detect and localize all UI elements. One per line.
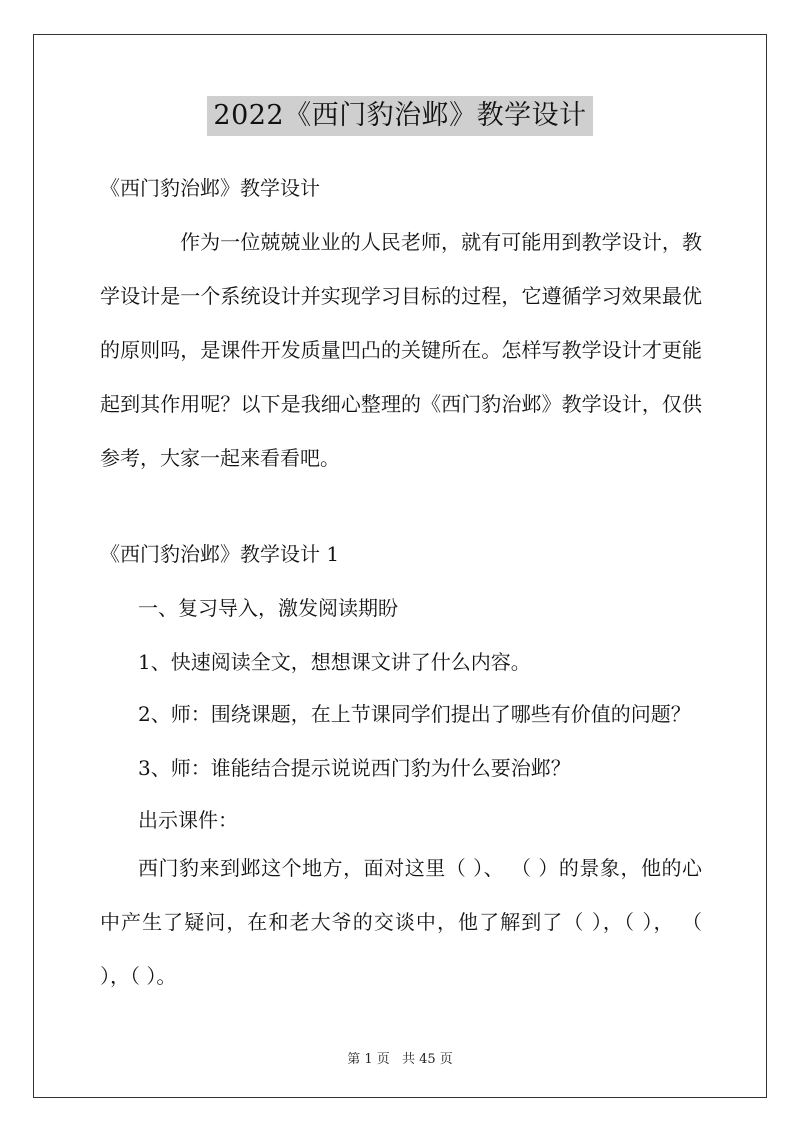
list-item: 出示课件： (138, 808, 238, 832)
fill-blank-paragraph: 西门豹来到邺这个地方，面对这里（ ）、 （ ）的景象，他的心中产生了疑问，在和老大爷的交谈中，他了解到了（ ），（ ）， （ ），（ ）。 (100, 856, 702, 988)
page-total: 共 45 页 (401, 1052, 453, 1067)
section-heading: 《西门豹治邺》教学设计 1 (100, 542, 340, 566)
page-number: 第 1 页 (347, 1052, 390, 1067)
page-footer (0, 1048, 800, 1067)
list-item: 一、复习导入，激发阅读期盼 (138, 596, 398, 620)
subtitle: 《西门豹治邺》教学设计 (100, 176, 320, 200)
document-title-wrapper (0, 96, 800, 136)
document-title: 2022《西门豹治邺》教学设计 (207, 96, 592, 136)
list-item: 2、师：围绕课题，在上节课同学们提出了哪些有价值的问题？ (138, 702, 691, 726)
list-item: 1、快速阅读全文，想想课文讲了什么内容。 (138, 650, 531, 674)
intro-paragraph: 作为一位兢兢业业的人民老师，就有可能用到教学设计，教学设计是一个系统设计并实现学习目标的过程，它遵循学习效果最优的原则吗，是课件开发质量凹凸的关键所在。怎样写教学设计才更能起到其作用呢？以下是我细心整理的《西门豹治邺》教学设计，仅供参考，大家一起来看看吧。 (100, 230, 702, 470)
list-item: 3、师：谁能结合提示说说西门豹为什么要治邺？ (138, 756, 571, 780)
